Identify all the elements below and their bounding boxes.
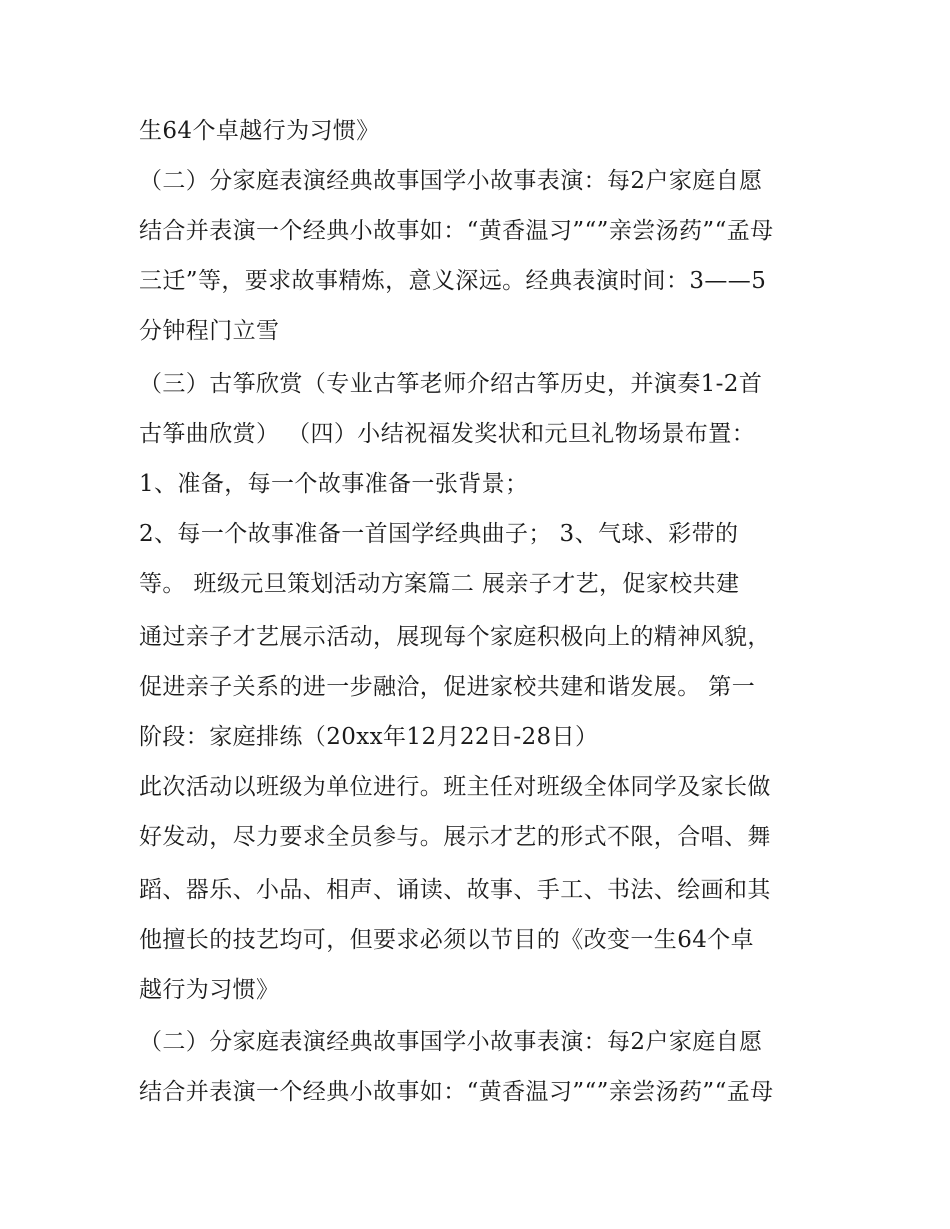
text-line: 古筝曲欣赏） （四）小结祝福发奖状和元旦礼物场景布置：: [139, 421, 756, 447]
text-line: 三迁”等，要求故事精炼，意义深远。经典表演时间：3——5: [139, 268, 767, 294]
text-line: 通过亲子才艺展示活动，展现每个家庭积极向上的精神风貌，: [139, 624, 771, 650]
text-line: 好发动，尽力要求全员参与。展示才艺的形式不限，合唱、舞: [139, 824, 771, 850]
text-line: 结合并表演一个经典小故事如：“黄香温习”“”亲尝汤药”“孟母: [139, 218, 774, 244]
text-line: 促进亲子关系的进一步融洽，促进家校共建和谐发展。 第一: [139, 674, 756, 700]
text-line: 等。 班级元旦策划活动方案篇二 展亲子才艺，促家校共建: [139, 571, 740, 597]
text-line: 他擅长的技艺均可，但要求必须以节目的《改变一生64个卓: [139, 927, 755, 953]
text-line: 此次活动以班级为单位进行。班主任对班级全体同学及家长做: [139, 774, 771, 800]
text-line: （二）分家庭表演经典故事国学小故事表演：每2户家庭自愿: [139, 1029, 763, 1055]
text-line: 蹈、器乐、小品、相声、诵读、故事、手工、书法、绘画和其: [139, 877, 771, 903]
text-line: （三）古筝欣赏（专业古筝老师介绍古筝历史，并演奏1-2首: [139, 371, 763, 397]
text-line: 分钟程门立雪: [139, 318, 280, 344]
text-line: 结合并表演一个经典小故事如：“黄香温习”“”亲尝汤药”“孟母: [139, 1079, 774, 1105]
text-line: 阶段：家庭排练（20xx年12月22日-28日）: [139, 724, 599, 750]
text-line: 生64个卓越行为习惯》: [139, 118, 380, 144]
text-line: 越行为习惯》: [139, 977, 280, 1003]
text-line: 1、准备，每一个故事准备一张背景；: [139, 471, 529, 497]
text-line: （二）分家庭表演经典故事国学小故事表演：每2户家庭自愿: [139, 168, 763, 194]
text-line: 2、每一个故事准备一首国学经典曲子； 3、气球、彩带的: [139, 521, 739, 547]
